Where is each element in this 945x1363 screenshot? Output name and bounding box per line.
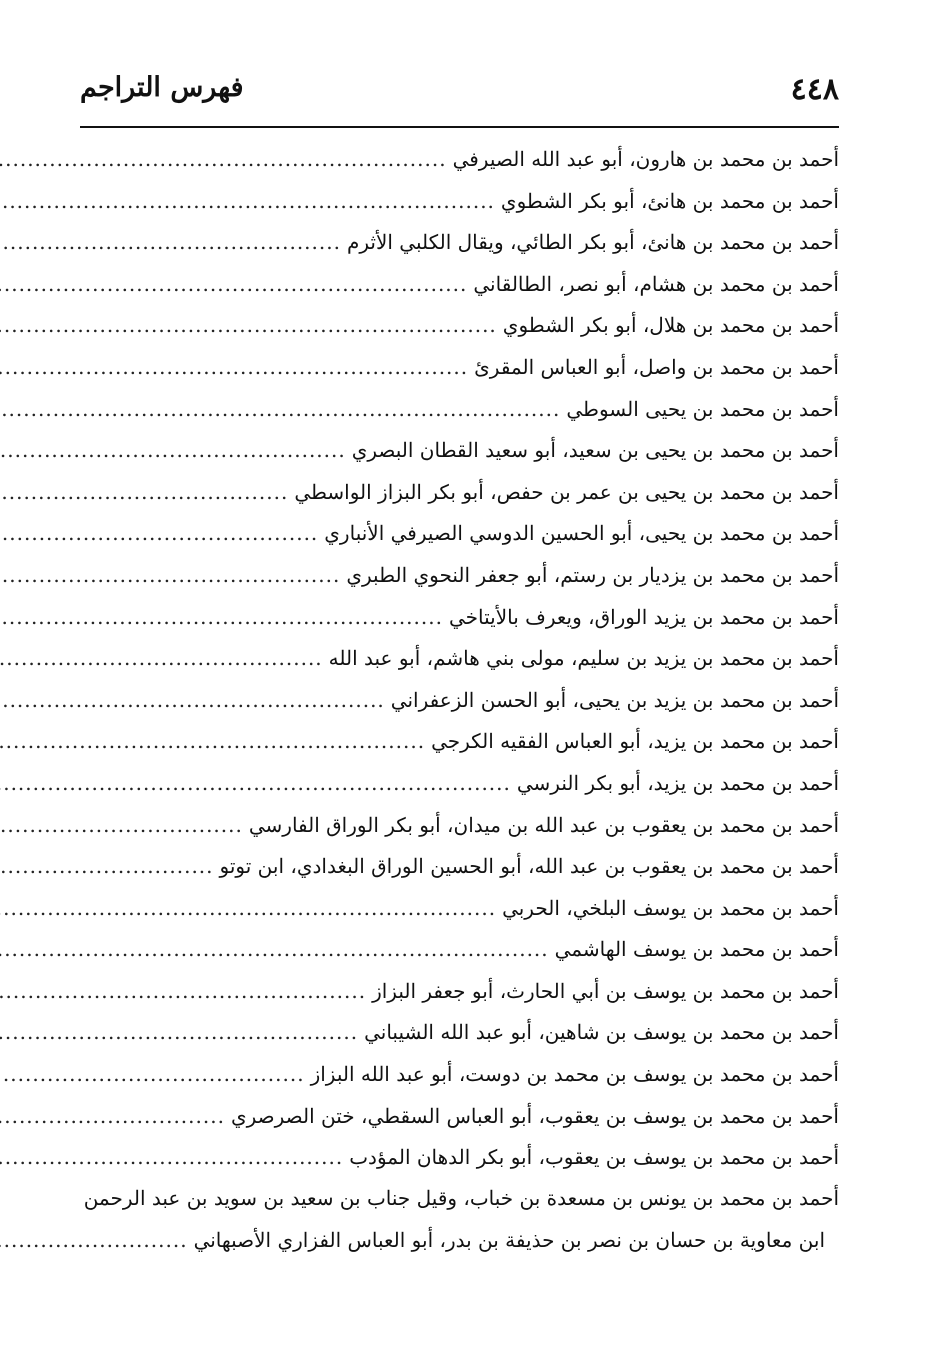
dot-leader <box>0 846 214 888</box>
dot-leader <box>0 430 346 472</box>
dot-leader <box>0 1054 305 1096</box>
entry-name: أحمد بن محمد بن هارون، أبو عبد الله الصيرفي <box>452 147 839 171</box>
header-rule <box>80 126 839 128</box>
entry-name: أحمد بن محمد بن يوسف الهاشمي <box>554 937 839 962</box>
entry-name: أحمد بن محمد بن يعقوب بن عبد الله بن ميدان، أبو بكر الوراق الفارسي <box>248 812 839 837</box>
dot-leader <box>0 888 496 930</box>
entry-name: أحمد بن محمد بن يزيد بن سليم، مولى بني هاشم، أبو عبد الله <box>328 646 839 671</box>
dot-leader <box>0 805 243 847</box>
index-entry <box>80 679 839 721</box>
index-entry <box>80 720 839 762</box>
index-entry <box>80 1011 839 1053</box>
entry-name: أحمد بن محمد بن هانئ، أبو بكر الشطوي <box>500 188 839 213</box>
entry-name: أحمد بن محمد بن هشام، أبو نصر، الطالقاني <box>473 271 839 296</box>
index-entry <box>80 429 839 471</box>
entry-name: أحمد بن محمد بن يوسف البلخي، الحربي <box>502 895 839 920</box>
dot-leader <box>0 264 467 306</box>
dot-leader <box>0 680 385 722</box>
entry-name: أحمد بن محمد بن هلال، أبو بكر الشطوي <box>502 313 839 338</box>
index-entry <box>80 180 839 222</box>
entry-name: أحمد بن محمد بن يزديار بن رستم، أبو جعفر النحوي الطبري <box>346 562 839 587</box>
index-entry <box>80 263 839 305</box>
index-entry <box>80 637 839 679</box>
dot-leader <box>0 763 511 805</box>
index-entry <box>80 845 839 887</box>
entry-name: أحمد بن محمد بن يونس بن مسعدة بن خباب، وقيل جناب بن سعيد بن سويد بن عبد الرحمن <box>83 1185 839 1210</box>
entry-name: أحمد بن محمد بن يوسف بن يعقوب، أبو بكر الدهان المؤدب <box>349 1145 839 1170</box>
index-entry <box>80 346 839 388</box>
dot-leader <box>0 1220 188 1262</box>
entry-name: أحمد بن محمد بن يزيد، أبو بكر النرسي <box>516 770 839 795</box>
dot-leader <box>0 513 318 555</box>
dot-leader <box>0 472 288 514</box>
entry-name: أحمد بن محمد بن يعقوب بن عبد الله، أبو الحسين الوراق البغدادي، ابن توتو <box>219 854 839 879</box>
index-entry <box>80 512 839 554</box>
index-entry <box>80 388 839 430</box>
index-entry <box>80 1053 839 1095</box>
dot-leader <box>0 1137 343 1179</box>
index-entry <box>80 138 839 180</box>
entry-name: أحمد بن محمد بن يوسف بن يعقوب، أبو العباس السقطي، ختن الصرصري <box>230 1103 839 1128</box>
entry-name: أحمد بن محمد بن يحيى بن عمر بن حفص، أبو بكر البزاز الواسطي <box>294 479 839 504</box>
dot-leader <box>0 222 341 264</box>
dot-leader <box>0 597 443 639</box>
entry-name: أحمد بن محمد بن يحيى السوطي <box>566 396 839 421</box>
index-entry <box>80 596 839 638</box>
index-entry <box>80 762 839 804</box>
dot-leader <box>0 971 366 1013</box>
running-title: فهرس التراجم <box>80 72 244 103</box>
index-entry <box>80 1136 839 1178</box>
index-entry <box>80 554 839 596</box>
dot-leader <box>0 1012 358 1054</box>
dot-leader <box>0 638 323 680</box>
dot-leader <box>0 305 497 347</box>
index-entry-line1 <box>80 1178 839 1220</box>
index-entry <box>80 304 839 346</box>
entry-name: أحمد بن محمد بن يوسف بن شاهين، أبو عبد الله الشيباني <box>364 1020 839 1045</box>
dot-leader <box>0 389 560 431</box>
index-entry <box>80 970 839 1012</box>
entry-name: أحمد بن محمد بن يوسف بن محمد بن دوست، أبو عبد الله البزاز <box>310 1062 839 1087</box>
page-number: ٤٤٨ <box>790 72 839 107</box>
index-entry <box>80 928 839 970</box>
entry-name: أحمد بن محمد بن يحيى، أبو الحسين الدوسي الصيرفي الأنباري <box>324 521 839 546</box>
dot-leader <box>0 347 468 389</box>
dot-leader <box>0 555 340 597</box>
index-entry <box>80 887 839 929</box>
index-entries <box>80 138 839 1261</box>
entry-name: أحمد بن محمد بن يوسف بن أبي الحارث، أبو جعفر البزاز <box>372 978 839 1003</box>
index-entry-line2 <box>80 1219 839 1261</box>
dot-leader <box>0 1096 225 1138</box>
entry-name: أحمد بن محمد بن يزيد، أبو العباس الفقيه الكرجي <box>431 729 839 754</box>
dot-leader <box>0 139 447 181</box>
dot-leader <box>0 721 425 763</box>
entry-name: أحمد بن محمد بن واصل، أبو العباس المقرئ <box>474 354 839 379</box>
entry-name: أحمد بن محمد بن هانئ، أبو بكر الطائي، ويقال الكلبي الأثرم <box>346 230 839 255</box>
dot-leader <box>0 181 495 223</box>
entry-name-continuation: ابن معاوية بن حسان بن نصر بن حذيفة بن بدر، أبو العباس الفزاري الأصبهاني <box>193 1228 825 1253</box>
dot-leader <box>0 929 549 971</box>
entry-name: أحمد بن محمد بن يحيى بن سعيد، أبو سعيد القطان البصري <box>351 438 839 463</box>
page-header <box>80 70 839 114</box>
index-entry <box>80 471 839 513</box>
index-entry <box>80 804 839 846</box>
index-entry <box>80 221 839 263</box>
index-entry <box>80 1095 839 1137</box>
entry-name: أحمد بن محمد بن يزيد الوراق، ويعرف بالأيتاخي <box>448 604 839 629</box>
entry-name: أحمد بن محمد بن يزيد بن يحيى، أبو الحسن الزعفراني <box>390 687 839 712</box>
